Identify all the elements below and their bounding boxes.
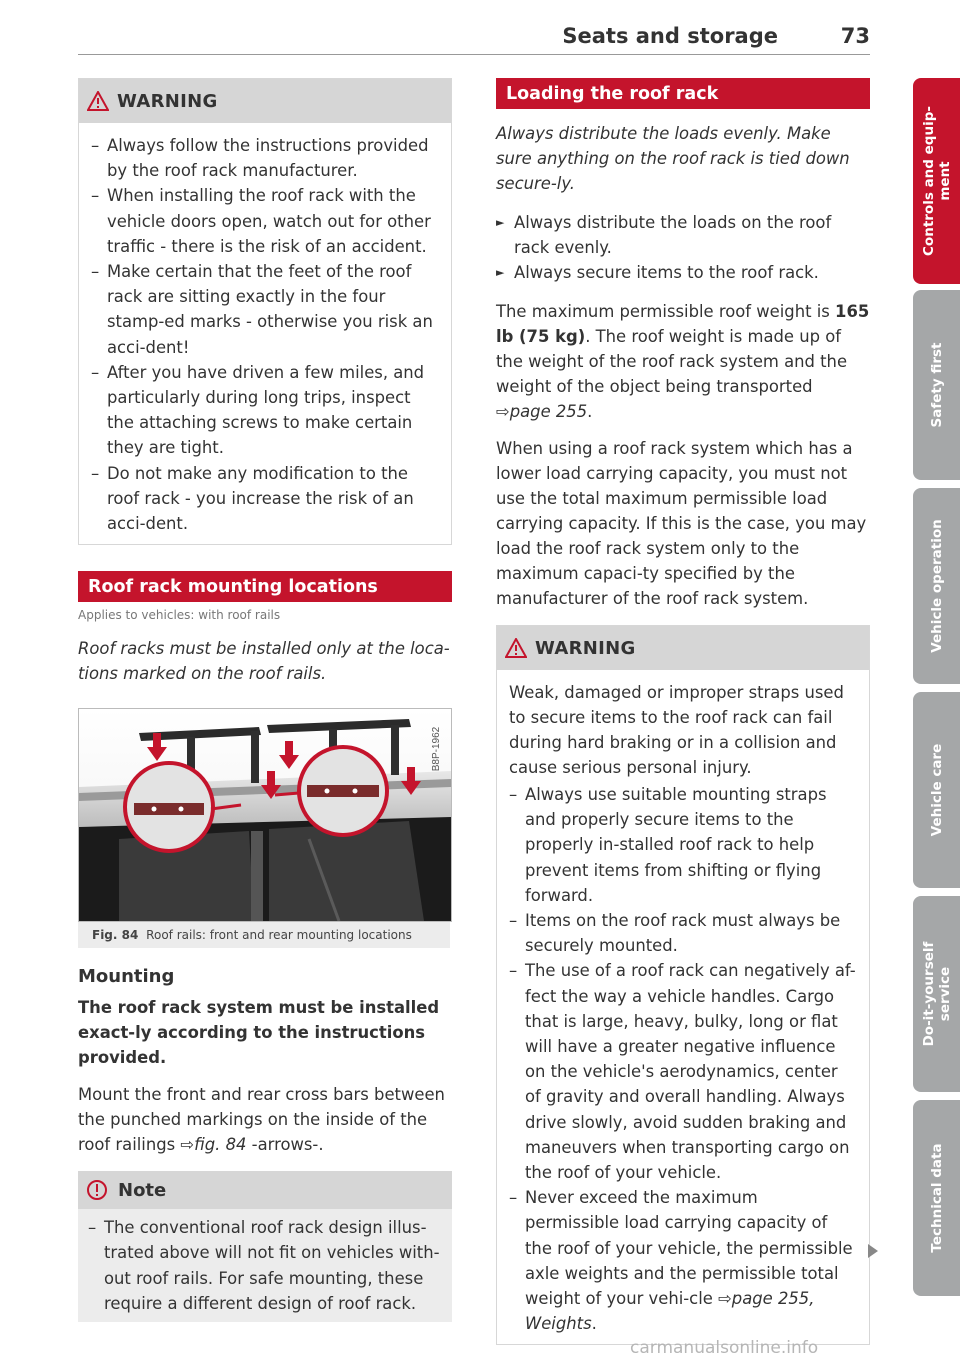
- note-item: – The conventional roof rack design illus-trated above will not fit on vehicles with-out roof rails. For safe mounting, these require a different design of roof rack.: [88, 1215, 440, 1316]
- para1-text: The maximum permissible roof weight is: [496, 302, 830, 321]
- warning-title: WARNING: [117, 90, 218, 112]
- warning-item: – Do not make any modification to the roof rack - you increase the risk of an acci-dent.: [91, 461, 439, 537]
- tab-label: Do-it-yourself service: [920, 941, 953, 1047]
- note-header: [78, 1171, 452, 1209]
- page-number: 73: [840, 24, 870, 48]
- warning-item: – Items on the roof rack must always be securely mounted.: [509, 908, 857, 958]
- tab-label: Controls and equip- ment: [920, 106, 953, 256]
- warning-box-right: [496, 625, 870, 1345]
- warning-header: [79, 79, 451, 123]
- tab-label: Vehicle operation: [928, 519, 945, 653]
- warning-item: [509, 1185, 857, 1336]
- mounting-text-end: -arrows-.: [251, 1135, 324, 1155]
- warning-title: WARNING: [535, 637, 636, 659]
- figure-code: B8P-1962: [431, 727, 442, 772]
- roof-rack-illustration: [79, 709, 451, 921]
- mounting-heading: Mounting: [78, 966, 175, 988]
- tab-technical-data[interactable]: [913, 1100, 960, 1296]
- arrow-right-icon: ⇨: [718, 1289, 732, 1309]
- warning-box-left: [78, 78, 452, 545]
- tab-label: Technical data: [928, 1143, 945, 1253]
- loading-step: ► Always distribute the loads on the roof rack evenly.: [496, 210, 870, 260]
- section-intro: Roof racks must be installed only at the loca-tions marked on the roof rails.: [78, 639, 450, 684]
- warning-item-end: .: [591, 1314, 597, 1334]
- tab-label: Safety first: [928, 342, 945, 428]
- note-box: [78, 1171, 452, 1322]
- roof-rack-figure: [78, 708, 452, 922]
- loading-steps: [496, 210, 870, 285]
- figure-caption-text: Roof rails: front and rear mounting locations: [146, 928, 412, 943]
- loading-intro: Always distribute the loads evenly. Make sure anything on the roof rack is tied down secure-ly.: [496, 124, 850, 193]
- fig-84-ref: fig. 84: [194, 1135, 247, 1155]
- warning-triangle-icon: [505, 638, 527, 658]
- page-255-link[interactable]: [496, 402, 587, 421]
- max-roof-weight: 165 lb (75 kg): [496, 302, 870, 346]
- warning-item-text: Never exceed the maximum permissible load carrying capacity of the roof of your vehicle, the permissible axle weights and the permissible total weight of your vehi-cle: [525, 1188, 853, 1309]
- watermark: carmanualsonline.info: [630, 1338, 819, 1358]
- para1-end: .: [587, 402, 593, 421]
- warning-header: [497, 626, 869, 670]
- para1-mid-text: . The roof weight is made up of the weight of the roof rack system and the weight of the object being transported: [496, 327, 848, 396]
- warning-triangle-icon: [87, 91, 109, 111]
- tab-do-it-yourself-service[interactable]: [913, 896, 960, 1092]
- warning-item: – When installing the roof rack with the vehicle doors open, watch out for other traffic - there is the risk of an accident.: [91, 183, 439, 259]
- mounting-paragraph: [78, 1082, 452, 1157]
- left-column: [78, 78, 452, 1322]
- mounting-text: Mount the front and rear cross bars between the punched markings on the inside of the roof railings: [78, 1085, 445, 1155]
- fig-84-link[interactable]: [180, 1135, 246, 1154]
- note-list: [88, 1215, 440, 1316]
- warning-item: – Make certain that the feet of the roof rack are sitting exactly in the four stamp-ed marks - otherwise you risk an acci-dent!: [91, 259, 439, 360]
- page-255-ref: page 255: [509, 402, 588, 421]
- right-column: [496, 78, 870, 1345]
- figure-caption: [78, 922, 450, 948]
- warning-intro: Weak, damaged or improper straps used to secure items to the roof rack can fail during hard braking or in a collision and cause serious personal injury.: [509, 683, 844, 777]
- warning-item: – Always follow the instructions provided by the roof rack manufacturer.: [91, 133, 439, 183]
- warning-item: – Always use suitable mounting straps and properly secure items to the properly in-stalled roof rack to help prevent items from shifting or flying forward.: [509, 782, 857, 908]
- tab-vehicle-operation[interactable]: [913, 488, 960, 684]
- arrow-right-icon: ⇨: [496, 402, 510, 421]
- figure-label: Fig. 84: [92, 928, 139, 943]
- section-heading-mounting-locations: Roof rack mounting locations: [78, 571, 452, 602]
- loading-step: ► Always secure items to the roof rack.: [496, 260, 870, 285]
- tab-controls-and-equipment[interactable]: [913, 78, 960, 284]
- tab-vehicle-care[interactable]: [913, 692, 960, 888]
- info-circle-icon: [86, 1179, 108, 1201]
- arrow-right-icon: ⇨: [180, 1135, 195, 1155]
- section-title: Seats and storage: [562, 24, 778, 48]
- warning-list: [509, 782, 857, 1336]
- note-title: Note: [118, 1179, 167, 1201]
- applies-to-text: Applies to vehicles: with roof rails: [78, 608, 281, 623]
- continue-arrow-icon: [868, 1244, 878, 1258]
- mounting-bold-text: The roof rack system must be installed exact-ly according to the instructions provided.: [78, 998, 440, 1068]
- warning-list: [91, 133, 439, 536]
- load-capacity-paragraph: When using a roof rack system which has a lower load carrying capacity, you must not use the total maximum permissible load carrying capacity. If this is the case, you may load the roof rack system only to the maximum capaci-ty specified by the manufacturer of the roof rack system.: [496, 439, 867, 608]
- page-255-weights-ref: page 255, Weights: [525, 1289, 815, 1334]
- section-heading-loading: Loading the roof rack: [496, 78, 870, 109]
- tab-label: Vehicle care: [928, 743, 945, 837]
- warning-item: – After you have driven a few miles, and particularly during long trips, inspect the attaching screws to make certain they are tight.: [91, 360, 439, 461]
- warning-item: – The use of a roof rack can negatively af-fect the way a vehicle handles. Cargo that is large, heavy, bulky, long or flat will have a greater negative influence on the vehicle's aerodynamics, center of gravity and overall handling. Always drive slowly, avoid sudden braking and maneuvers when transporting cargo on the roof of your vehicle.: [509, 958, 857, 1185]
- max-roof-weight-paragraph: [496, 299, 870, 424]
- page-header: [78, 22, 870, 55]
- tab-safety-first[interactable]: [913, 290, 960, 480]
